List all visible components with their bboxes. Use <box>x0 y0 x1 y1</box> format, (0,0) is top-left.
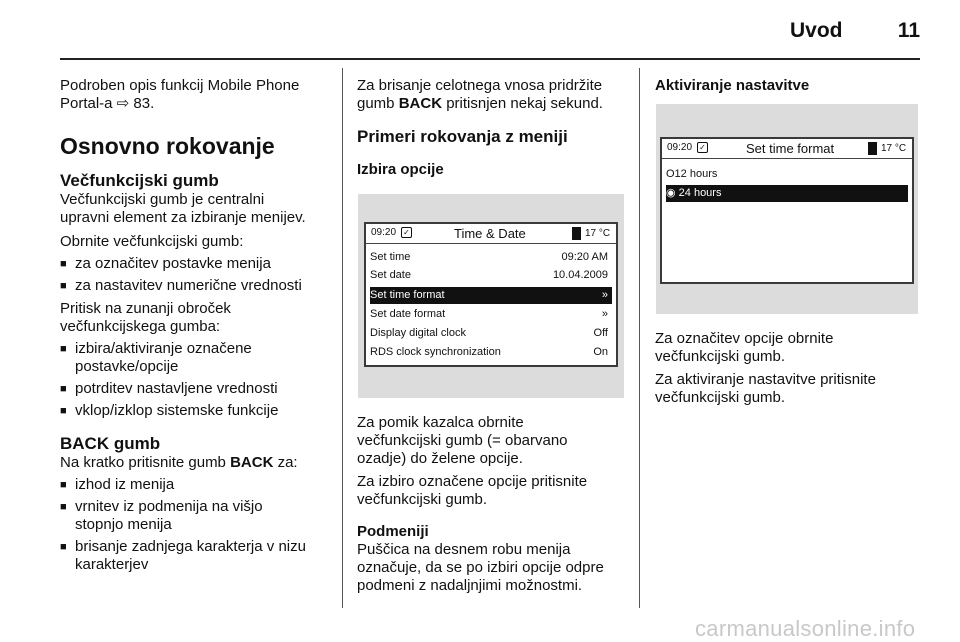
row-label: Set date <box>370 269 411 281</box>
intro-line-2: Portal-a ⇨ 83. <box>60 95 155 112</box>
clock-icon: ✓ <box>401 227 412 238</box>
option-label: O12 hours <box>666 168 718 180</box>
cursor-text-3: ozadje) do želene opcije. <box>357 450 523 467</box>
set-time-format-display <box>660 137 914 284</box>
press-bullet-2: ■ potrditev nastavljene vrednosti <box>60 380 335 398</box>
back-desc-a: Na kratko pritisnite gumb <box>60 454 231 471</box>
rotate-bullet-2: ■ za nastavitev numerične vrednosti <box>60 277 335 295</box>
back-button-heading: BACK gumb <box>60 434 161 453</box>
header-rule <box>60 58 920 60</box>
clear-entry-line-2 <box>357 95 632 113</box>
submenu-text-1: Puščica na desnem robu menija <box>357 541 571 558</box>
menu-examples-heading: Primeri rokovanja z meniji <box>357 127 568 146</box>
cursor-text-2: večfunkcijski gumb (= obarvano <box>357 432 568 449</box>
menu-row-set-date-format <box>370 306 612 323</box>
knob-desc-1: Večfunkcijski gumb je centralni <box>60 191 265 208</box>
press-bullet-3: ■ vklop/izklop sistemske funkcije <box>60 402 335 420</box>
section-heading: Osnovno rokovanje <box>60 133 275 159</box>
column-2-lower <box>357 414 632 595</box>
display-status-bar <box>366 224 616 244</box>
menu-row-display-clock <box>370 325 612 342</box>
press-bullet-1b: postavke/opcije <box>75 358 179 375</box>
screen-title: Time & Date <box>454 226 526 241</box>
activate-text-1: Za aktiviranje nastavitve pritisnite <box>655 371 876 388</box>
option-select-heading: Izbira opcije <box>357 161 444 178</box>
back-desc-bold: BACK <box>230 454 274 471</box>
option-label: ◉ 24 hours <box>666 187 722 199</box>
knob-desc-2: upravni element za izbiranje menijev. <box>60 209 306 226</box>
clear-entry-b: pritisnjen nekaj sekund. <box>442 95 603 112</box>
select-text-1: Za izbiro označene opcije pritisnite <box>357 473 588 490</box>
column-2 <box>357 77 632 179</box>
clock-icon: ✓ <box>697 142 708 153</box>
press-bullet-1a: ■ izbira/aktiviranje označene <box>60 340 335 358</box>
clock-time: 09:20 <box>667 142 693 153</box>
option-12-hours <box>666 166 908 183</box>
back-desc-b: za: <box>273 454 298 471</box>
row-label: Set date format <box>370 308 446 320</box>
select-text-2: večfunkcijski gumb. <box>357 491 488 508</box>
time-date-screen-image <box>358 194 624 398</box>
column-3-lower <box>655 330 920 407</box>
multifunction-knob-heading: Večfunkcijski gumb <box>60 171 219 190</box>
thermometer-icon <box>868 142 877 155</box>
menu-row-set-time-format <box>370 287 612 304</box>
activate-text-2: večfunkcijski gumb. <box>655 389 786 406</box>
press-intro-1: Pritisk na zunanji obroček <box>60 300 231 317</box>
back-desc <box>60 454 335 472</box>
back-bullet-3a: ■ brisanje zadnjega karakterja v nizu <box>60 538 335 556</box>
submenu-text-2: označuje, da se po izbiri opcije odpre <box>357 559 604 576</box>
row-label: RDS clock synchronization <box>370 346 501 358</box>
row-label: Set time format <box>370 289 445 301</box>
submenu-arrow-icon: » <box>601 308 608 320</box>
submenus-heading: Podmeniji <box>357 523 429 540</box>
row-value: Off <box>593 327 608 339</box>
set-time-format-screen-image <box>656 104 918 314</box>
temperature: 17 °C <box>585 228 611 239</box>
activate-setting-heading: Aktiviranje nastavitve <box>655 77 810 94</box>
back-bullet-2b: stopnjo menija <box>75 516 172 533</box>
clear-entry-bold: BACK <box>398 95 443 112</box>
menu-row-set-date <box>370 267 612 284</box>
clock-time: 09:20 <box>371 227 397 238</box>
column-divider-2 <box>639 68 640 608</box>
time-date-display <box>364 222 618 367</box>
mark-option-text-1: Za označitev opcije obrnite <box>655 330 834 347</box>
back-bullet-1: ■ izhod iz menija <box>60 476 335 494</box>
column-1 <box>60 77 335 574</box>
intro-line-1: Podroben opis funkcij Mobile Phone <box>60 77 300 94</box>
row-value: 10.04.2009 <box>552 269 608 281</box>
menu-row-set-time <box>370 249 612 266</box>
row-value: On <box>593 346 608 358</box>
column-3 <box>655 77 920 95</box>
temperature: 17 °C <box>881 143 907 154</box>
row-value: 09:20 AM <box>561 251 608 263</box>
cursor-text-1: Za pomik kazalca obrnite <box>357 414 524 431</box>
thermometer-icon <box>572 227 581 240</box>
clear-entry-line-1: Za brisanje celotnega vnosa pridržite <box>357 77 603 94</box>
menu-row-rds-sync <box>370 344 612 361</box>
page-number: 11 <box>897 19 920 42</box>
rotate-bullet-1: ■ za označitev postavke menija <box>60 255 335 273</box>
submenu-arrow-icon: » <box>601 289 608 301</box>
watermark: carmanualsonline.info <box>695 616 916 641</box>
mark-option-text-2: večfunkcijski gumb. <box>655 348 786 365</box>
back-bullet-2a: ■ vrnitev iz podmenija na višjo <box>60 498 335 516</box>
row-label: Display digital clock <box>370 327 466 339</box>
row-label: Set time <box>370 251 411 263</box>
screen-title: Set time format <box>746 141 835 156</box>
clear-entry-a: gumb <box>357 95 399 112</box>
column-divider-1 <box>342 68 343 608</box>
rotate-intro: Obrnite večfunkcijski gumb: <box>60 233 244 250</box>
display-status-bar <box>662 139 912 159</box>
press-intro-2: večfunkcijskega gumba: <box>60 318 221 335</box>
submenu-text-3: podmeni z nadaljnjimi možnostmi. <box>357 577 583 594</box>
option-24-hours-selected <box>666 185 908 202</box>
back-bullet-3b: karakterjev <box>75 556 149 573</box>
page-header-title: Uvod <box>790 19 843 42</box>
